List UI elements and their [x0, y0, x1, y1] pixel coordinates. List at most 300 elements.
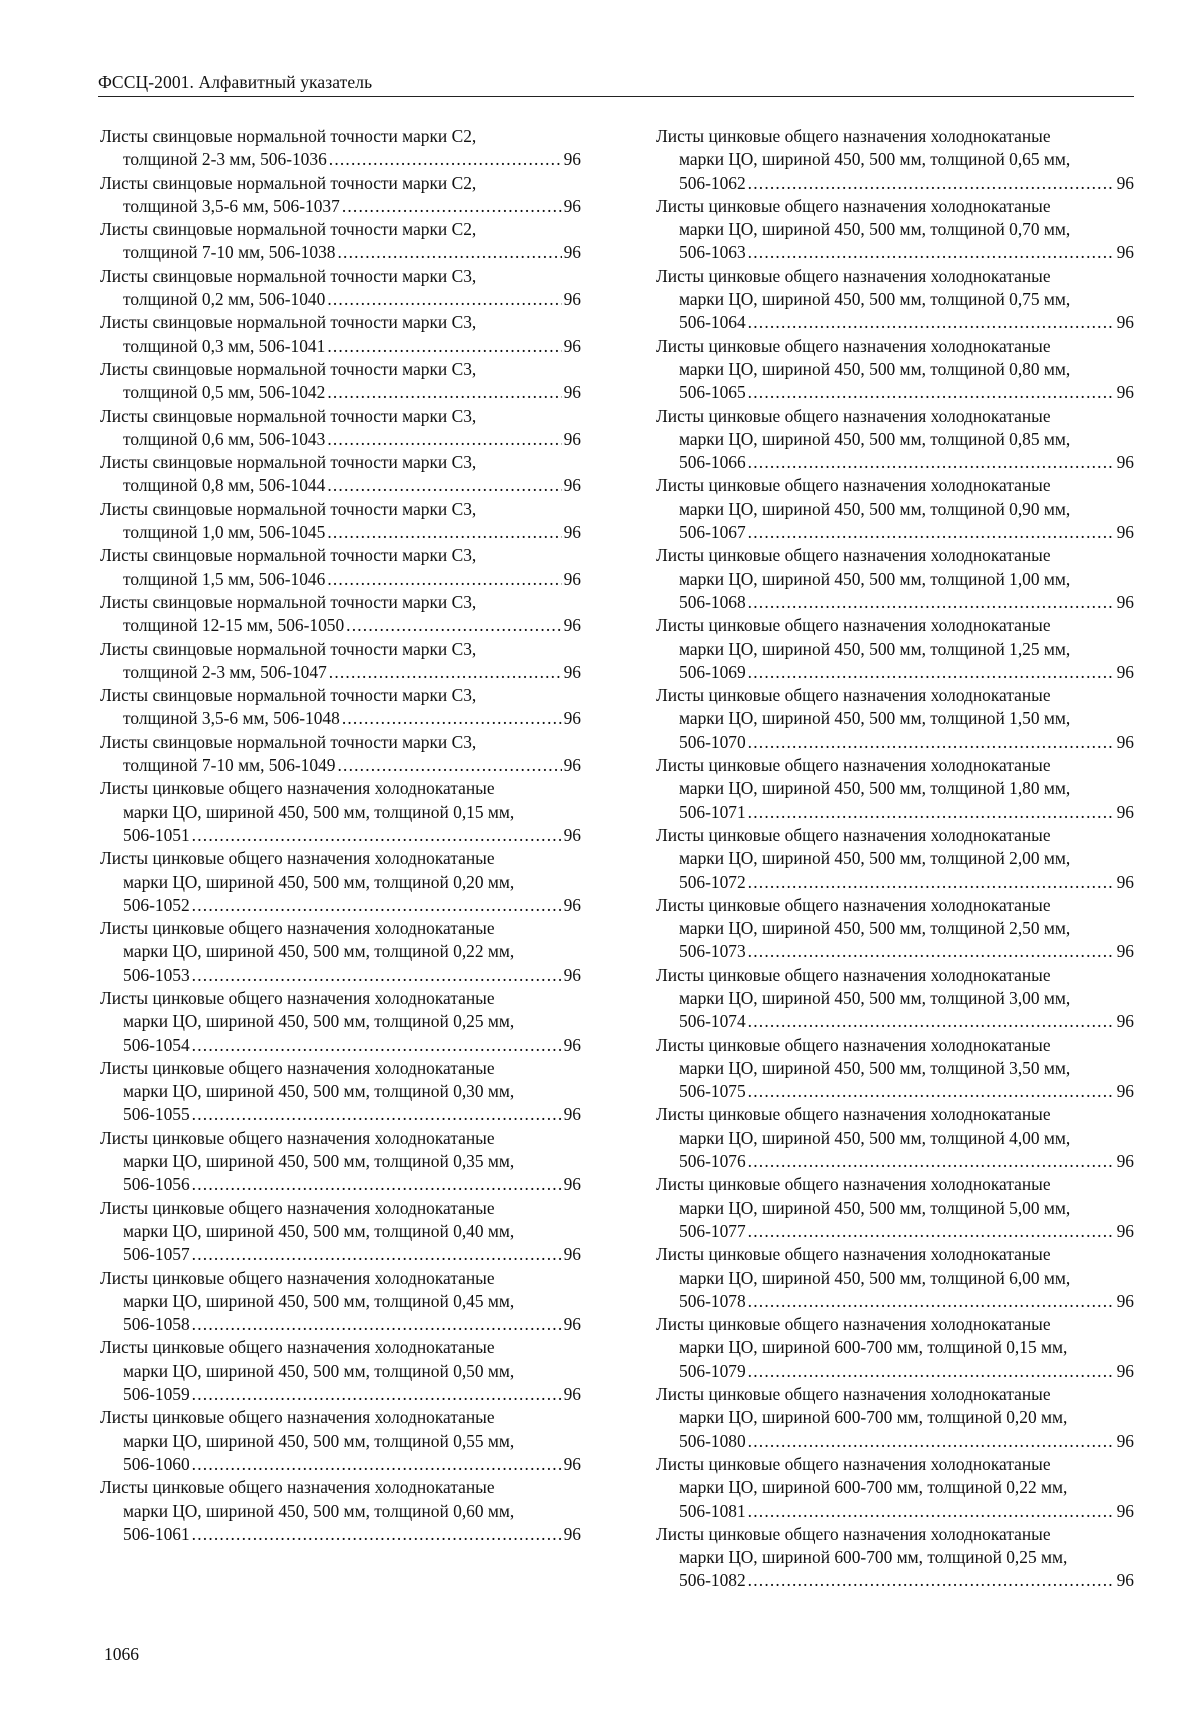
index-entry: [100, 405, 581, 452]
entry-title: Листы свинцовые нормальной точности марки С3,: [100, 405, 477, 426]
entry-code: толщиной 0,6 мм, 506-1043: [123, 428, 326, 449]
index-entry: [100, 731, 581, 778]
entry-title: Листы цинковые общего назначения холоднокатаные: [656, 1384, 1051, 1405]
entry-code: 506-1075: [679, 1081, 746, 1102]
entry-continuation: марки ЦО, шириной 450, 500 мм, толщиной 0,22 мм,: [123, 941, 515, 962]
dot-leader: [327, 474, 561, 497]
entry-title: Листы свинцовые нормальной точности марки С3,: [100, 265, 477, 286]
entry-title: Листы цинковые общего назначения холоднокатаные: [656, 475, 1051, 496]
entry-page-number: 96: [563, 1384, 581, 1405]
entry-last-line: [100, 894, 581, 917]
entry-last-line: [656, 1500, 1134, 1523]
entry-page-number: 96: [1116, 1500, 1134, 1521]
entry-title: Листы свинцовые нормальной точности марки С3,: [100, 591, 477, 612]
entry-page-number: 96: [563, 335, 581, 356]
entry-title: Листы цинковые общего назначения холоднокатаные: [100, 987, 495, 1008]
entry-continuation: марки ЦО, шириной 450, 500 мм, толщиной 0,15 мм,: [123, 801, 515, 822]
entry-last-line: [656, 381, 1134, 404]
entry-page-number: 96: [563, 964, 581, 985]
entry-continuation: марки ЦО, шириной 450, 500 мм, толщиной 0,45 мм,: [123, 1290, 515, 1311]
dot-leader: [748, 311, 1115, 334]
entry-continuation: марки ЦО, шириной 450, 500 мм, толщиной 0,20 мм,: [123, 871, 515, 892]
index-entry: [100, 1127, 581, 1197]
page-header: [98, 70, 1134, 97]
page-number: 1066: [104, 1644, 139, 1664]
entry-last-line: [100, 241, 581, 264]
index-entry: [100, 451, 581, 498]
entry-page-number: 96: [1116, 452, 1134, 473]
dot-leader: [327, 288, 561, 311]
entry-continuation: марки ЦО, шириной 450, 500 мм, толщиной 3,00 мм,: [679, 987, 1071, 1008]
entry-page-number: 96: [563, 195, 581, 216]
entry-code: толщиной 1,5 мм, 506-1046: [123, 568, 326, 589]
entry-last-line: [100, 661, 581, 684]
entry-continuation: марки ЦО, шириной 450, 500 мм, толщиной 0,70 мм,: [679, 219, 1071, 240]
entry-title: Листы цинковые общего назначения холоднокатаные: [656, 1523, 1051, 1544]
index-entry: [100, 987, 581, 1057]
entry-last-line: [100, 754, 581, 777]
entry-code: толщиной 2-3 мм, 506-1047: [123, 661, 327, 682]
dot-leader: [748, 451, 1115, 474]
dot-leader: [748, 381, 1115, 404]
entry-continuation: марки ЦО, шириной 450, 500 мм, толщиной 1,50 мм,: [679, 708, 1071, 729]
entry-page-number: 96: [1116, 172, 1134, 193]
entry-title: Листы цинковые общего назначения холоднокатаные: [656, 265, 1051, 286]
entry-title: Листы цинковые общего назначения холоднокатаные: [656, 1034, 1051, 1055]
dot-leader: [192, 1383, 562, 1406]
entry-last-line: [656, 591, 1134, 614]
entry-title: Листы цинковые общего назначения холоднокатаные: [656, 824, 1051, 845]
entry-title: Листы свинцовые нормальной точности марки С3,: [100, 452, 477, 473]
dot-leader: [748, 871, 1115, 894]
entry-title: Листы цинковые общего назначения холоднокатаные: [656, 615, 1051, 636]
index-entry: [100, 218, 581, 265]
entry-last-line: [100, 335, 581, 358]
entry-page-number: 96: [1116, 1360, 1134, 1381]
entry-code: толщиной 2-3 мм, 506-1036: [123, 149, 327, 170]
index-entry: [100, 638, 581, 685]
entry-page-number: 96: [563, 661, 581, 682]
entry-title: Листы цинковые общего назначения холоднокатаные: [656, 1453, 1051, 1474]
dot-leader: [748, 940, 1115, 963]
entry-code: толщиной 3,5-6 мм, 506-1048: [123, 708, 340, 729]
entry-title: Листы цинковые общего назначения холоднокатаные: [656, 335, 1051, 356]
entry-last-line: [656, 451, 1134, 474]
entry-last-line: [656, 1010, 1134, 1033]
entry-continuation: марки ЦО, шириной 450, 500 мм, толщиной 0,90 мм,: [679, 498, 1071, 519]
entry-title: Листы свинцовые нормальной точности марки С3,: [100, 685, 477, 706]
entry-page-number: 96: [1116, 1570, 1134, 1591]
entry-page-number: 96: [1116, 522, 1134, 543]
dot-leader: [748, 1360, 1115, 1383]
entry-page-number: 96: [563, 522, 581, 543]
entry-title: Листы цинковые общего назначения холоднокатаные: [656, 1314, 1051, 1335]
entry-last-line: [656, 1360, 1134, 1383]
entry-code: 506-1073: [679, 941, 746, 962]
entry-last-line: [100, 568, 581, 591]
entry-last-line: [656, 521, 1134, 544]
entry-continuation: марки ЦО, шириной 450, 500 мм, толщиной 1,25 мм,: [679, 638, 1071, 659]
entry-title: Листы цинковые общего назначения холоднокатаные: [100, 1477, 495, 1498]
entry-last-line: [100, 1523, 581, 1546]
index-entry: [100, 917, 581, 987]
entry-last-line: [656, 241, 1134, 264]
entry-page-number: 96: [1116, 941, 1134, 962]
entry-code: 506-1059: [123, 1384, 190, 1405]
entry-title: Листы свинцовые нормальной точности марки С3,: [100, 498, 477, 519]
dot-leader: [337, 754, 561, 777]
entry-last-line: [656, 1569, 1134, 1592]
entry-page-number: 96: [1116, 1011, 1134, 1032]
entry-code: 506-1070: [679, 731, 746, 752]
entry-title: Листы цинковые общего назначения холоднокатаные: [656, 894, 1051, 915]
entry-last-line: [100, 1034, 581, 1057]
entry-code: толщиной 0,3 мм, 506-1041: [123, 335, 326, 356]
entry-last-line: [656, 731, 1134, 754]
index-entry: [656, 894, 1134, 964]
entry-title: Листы цинковые общего назначения холоднокатаные: [100, 1337, 495, 1358]
entry-code: толщиной 0,5 мм, 506-1042: [123, 382, 326, 403]
dot-leader: [342, 195, 562, 218]
dot-leader: [337, 241, 561, 264]
entry-title: Листы цинковые общего назначения холоднокатаные: [100, 778, 495, 799]
entry-page-number: 96: [563, 1104, 581, 1125]
entry-continuation: марки ЦО, шириной 600-700 мм, толщиной 0,22 мм,: [679, 1477, 1068, 1498]
dot-leader: [748, 172, 1115, 195]
dot-leader: [327, 568, 561, 591]
entry-code: 506-1080: [679, 1430, 746, 1451]
entry-last-line: [100, 1383, 581, 1406]
index-entry: [100, 358, 581, 405]
entry-code: 506-1054: [123, 1034, 190, 1055]
header-title: ФССЦ-2001. Алфавитный указатель: [98, 72, 373, 92]
index-entry: [100, 1267, 581, 1337]
entry-page-number: 96: [1116, 1290, 1134, 1311]
entry-page-number: 96: [1116, 1081, 1134, 1102]
entry-page-number: 96: [563, 568, 581, 589]
entry-title: Листы свинцовые нормальной точности марки С2,: [100, 126, 477, 146]
dot-leader: [748, 1430, 1115, 1453]
dot-leader: [192, 1034, 562, 1057]
entry-code: 506-1061: [123, 1523, 190, 1544]
dot-leader: [192, 1173, 562, 1196]
entry-last-line: [100, 824, 581, 847]
entry-title: Листы цинковые общего назначения холоднокатаные: [100, 1057, 495, 1078]
dot-leader: [748, 1220, 1115, 1243]
entry-code: 506-1077: [679, 1220, 746, 1241]
entry-code: толщиной 12-15 мм, 506-1050: [123, 615, 345, 636]
entry-last-line: [100, 1173, 581, 1196]
index-entry: [656, 1523, 1134, 1593]
entry-continuation: марки ЦО, шириной 450, 500 мм, толщиной 0,35 мм,: [123, 1151, 515, 1172]
index-entry: [656, 1243, 1134, 1313]
entry-last-line: [100, 428, 581, 451]
dot-leader: [748, 1150, 1115, 1173]
entry-continuation: марки ЦО, шириной 450, 500 мм, толщиной 6,00 мм,: [679, 1267, 1071, 1288]
entry-continuation: марки ЦО, шириной 450, 500 мм, толщиной 0,75 мм,: [679, 289, 1071, 310]
entry-last-line: [656, 801, 1134, 824]
entry-page-number: 96: [1116, 1151, 1134, 1172]
entry-title: Листы свинцовые нормальной точности марки С3,: [100, 545, 477, 566]
entry-page-number: 96: [1116, 731, 1134, 752]
entry-code: толщиной 7-10 мм, 506-1038: [123, 242, 336, 263]
entry-page-number: 96: [563, 149, 581, 170]
entry-page-number: 96: [563, 382, 581, 403]
dot-leader: [748, 241, 1115, 264]
dot-leader: [192, 1453, 562, 1476]
index-entry: [100, 265, 581, 312]
entry-code: 506-1074: [679, 1011, 746, 1032]
dot-leader: [192, 894, 562, 917]
entry-page-number: 96: [1116, 1430, 1134, 1451]
entry-last-line: [100, 707, 581, 730]
entry-page-number: 96: [563, 1314, 581, 1335]
entry-title: Листы цинковые общего назначения холоднокатаные: [656, 545, 1051, 566]
dot-leader: [748, 661, 1115, 684]
index-entry: [656, 1453, 1134, 1523]
index-entry: [100, 847, 581, 917]
entry-code: 506-1056: [123, 1174, 190, 1195]
entry-title: Листы цинковые общего назначения холоднокатаные: [656, 195, 1051, 216]
dot-leader: [327, 381, 561, 404]
dot-leader: [748, 1010, 1115, 1033]
entry-continuation: марки ЦО, шириной 450, 500 мм, толщиной 0,30 мм,: [123, 1081, 515, 1102]
entry-title: Листы цинковые общего назначения холоднокатаные: [656, 685, 1051, 706]
dot-leader: [192, 1523, 562, 1546]
entry-code: 506-1068: [679, 591, 746, 612]
entry-code: толщиной 1,0 мм, 506-1045: [123, 522, 326, 543]
entry-last-line: [100, 1453, 581, 1476]
dot-leader: [748, 1500, 1115, 1523]
entry-continuation: марки ЦО, шириной 450, 500 мм, толщиной 0,85 мм,: [679, 428, 1071, 449]
entry-page-number: 96: [1116, 591, 1134, 612]
entry-title: Листы цинковые общего назначения холоднокатаные: [100, 1407, 495, 1428]
index-entry: [100, 125, 581, 172]
index-entry: [100, 684, 581, 731]
index-entry: [100, 1336, 581, 1406]
entry-page-number: 96: [563, 1174, 581, 1195]
entry-title: Листы цинковые общего назначения холоднокатаные: [656, 1104, 1051, 1125]
entry-last-line: [656, 871, 1134, 894]
entry-title: Листы свинцовые нормальной точности марки С2,: [100, 219, 477, 240]
entry-code: толщиной 3,5-6 мм, 506-1037: [123, 195, 340, 216]
entry-code: 506-1057: [123, 1244, 190, 1265]
entry-last-line: [100, 474, 581, 497]
dot-leader: [192, 964, 562, 987]
entry-code: 506-1071: [679, 801, 746, 822]
dot-leader: [329, 148, 562, 171]
entry-continuation: марки ЦО, шириной 450, 500 мм, толщиной 0,60 мм,: [123, 1500, 515, 1521]
dot-leader: [748, 731, 1115, 754]
dot-leader: [748, 1569, 1115, 1592]
entry-continuation: марки ЦО, шириной 600-700 мм, толщиной 0,25 мм,: [679, 1547, 1068, 1568]
index-entry: [100, 1197, 581, 1267]
entry-continuation: марки ЦО, шириной 450, 500 мм, толщиной 0,25 мм,: [123, 1011, 515, 1032]
dot-leader: [748, 591, 1115, 614]
entry-code: 506-1072: [679, 871, 746, 892]
entry-continuation: марки ЦО, шириной 450, 500 мм, толщиной 5,00 мм,: [679, 1197, 1071, 1218]
index-entry: [100, 1476, 581, 1546]
dot-leader: [192, 1313, 562, 1336]
index-entry: [100, 777, 581, 847]
entry-continuation: марки ЦО, шириной 450, 500 мм, толщиной 0,55 мм,: [123, 1430, 515, 1451]
entry-title: Листы свинцовые нормальной точности марки С3,: [100, 731, 477, 752]
index-entry: [100, 591, 581, 638]
index-entry: [656, 335, 1134, 405]
entry-title: Листы цинковые общего назначения холоднокатаные: [656, 964, 1051, 985]
dot-leader: [327, 521, 561, 544]
dot-leader: [748, 521, 1115, 544]
index-entry: [656, 684, 1134, 754]
entry-code: 506-1076: [679, 1151, 746, 1172]
entry-code: 506-1063: [679, 242, 746, 263]
dot-leader: [748, 801, 1115, 824]
entry-page-number: 96: [563, 289, 581, 310]
index-entry: [656, 195, 1134, 265]
dot-leader: [327, 428, 561, 451]
entry-last-line: [100, 614, 581, 637]
entry-last-line: [656, 661, 1134, 684]
dot-leader: [192, 1103, 562, 1126]
entry-title: Листы цинковые общего назначения холоднокатаные: [100, 1197, 495, 1218]
entry-continuation: марки ЦО, шириной 600-700 мм, толщиной 0,20 мм,: [679, 1407, 1068, 1428]
entry-last-line: [656, 1220, 1134, 1243]
entry-page-number: 96: [1116, 382, 1134, 403]
entry-page-number: 96: [1116, 661, 1134, 682]
entry-code: 506-1055: [123, 1104, 190, 1125]
entry-continuation: марки ЦО, шириной 450, 500 мм, толщиной 4,00 мм,: [679, 1127, 1071, 1148]
index-entry: [100, 1057, 581, 1127]
entry-code: 506-1058: [123, 1314, 190, 1335]
entry-page-number: 96: [563, 475, 581, 496]
index-entry: [100, 498, 581, 545]
entry-title: Листы цинковые общего назначения холоднокатаные: [656, 755, 1051, 776]
index-entry: [656, 1173, 1134, 1243]
entry-code: 506-1065: [679, 382, 746, 403]
entry-title: Листы цинковые общего назначения холоднокатаные: [656, 1174, 1051, 1195]
dot-leader: [342, 707, 562, 730]
entry-title: Листы свинцовые нормальной точности марки С3,: [100, 638, 477, 659]
index-entry: [656, 1103, 1134, 1173]
entry-code: толщиной 0,8 мм, 506-1044: [123, 475, 326, 496]
index-entry: [656, 544, 1134, 614]
index-entry: [656, 125, 1134, 195]
entry-code: 506-1066: [679, 452, 746, 473]
entry-code: 506-1081: [679, 1500, 746, 1521]
entry-title: Листы цинковые общего назначения холоднокатаные: [100, 918, 495, 939]
index-entry: [656, 614, 1134, 684]
entry-continuation: марки ЦО, шириной 450, 500 мм, толщиной 0,50 мм,: [123, 1360, 515, 1381]
entry-page-number: 96: [563, 1453, 581, 1474]
entry-page-number: 96: [1116, 1220, 1134, 1241]
entry-page-number: 96: [563, 1523, 581, 1544]
index-entry: [656, 824, 1134, 894]
entry-last-line: [656, 172, 1134, 195]
entry-page-number: 96: [1116, 312, 1134, 333]
entry-last-line: [656, 940, 1134, 963]
entry-last-line: [100, 1313, 581, 1336]
entry-continuation: марки ЦО, шириной 450, 500 мм, толщиной 0,40 мм,: [123, 1220, 515, 1241]
entry-last-line: [100, 195, 581, 218]
dot-leader: [192, 1243, 562, 1266]
entry-page-number: 96: [563, 755, 581, 776]
index-entry: [100, 172, 581, 219]
entry-continuation: марки ЦО, шириной 450, 500 мм, толщиной 3,50 мм,: [679, 1057, 1071, 1078]
entry-page-number: 96: [563, 1034, 581, 1055]
entry-code: 506-1082: [679, 1570, 746, 1591]
entry-last-line: [656, 1430, 1134, 1453]
entry-last-line: [100, 381, 581, 404]
entry-title: Листы цинковые общего назначения холоднокатаные: [656, 405, 1051, 426]
entry-code: 506-1067: [679, 522, 746, 543]
entry-page-number: 96: [563, 824, 581, 845]
entry-code: толщиной 7-10 мм, 506-1049: [123, 755, 336, 776]
entry-page-number: 96: [563, 1244, 581, 1265]
entry-code: 506-1051: [123, 824, 190, 845]
dot-leader: [346, 614, 561, 637]
entry-page-number: 96: [563, 708, 581, 729]
entry-continuation: марки ЦО, шириной 450, 500 мм, толщиной 2,50 мм,: [679, 918, 1071, 939]
entry-continuation: марки ЦО, шириной 450, 500 мм, толщиной 1,80 мм,: [679, 778, 1071, 799]
entry-page-number: 96: [563, 615, 581, 636]
index-entry: [656, 1034, 1134, 1104]
entry-page-number: 96: [1116, 801, 1134, 822]
entry-continuation: марки ЦО, шириной 600-700 мм, толщиной 0,15 мм,: [679, 1337, 1068, 1358]
dot-leader: [192, 824, 562, 847]
entry-code: 506-1053: [123, 964, 190, 985]
entry-code: 506-1079: [679, 1360, 746, 1381]
entry-last-line: [100, 1243, 581, 1266]
dot-leader: [327, 335, 561, 358]
entry-continuation: марки ЦО, шириной 450, 500 мм, толщиной 0,80 мм,: [679, 358, 1071, 379]
entry-last-line: [656, 1290, 1134, 1313]
entry-title: Листы цинковые общего назначения холоднокатаные: [100, 1127, 495, 1148]
index-entry: [656, 474, 1134, 544]
entry-last-line: [100, 964, 581, 987]
entry-title: Листы цинковые общего назначения холоднокатаные: [100, 1267, 495, 1288]
dot-leader: [748, 1290, 1115, 1313]
entry-last-line: [100, 148, 581, 171]
entry-code: 506-1064: [679, 312, 746, 333]
entry-code: 506-1069: [679, 661, 746, 682]
index-entry: [656, 964, 1134, 1034]
entry-last-line: [100, 521, 581, 544]
dot-leader: [748, 1080, 1115, 1103]
index-entry: [656, 405, 1134, 475]
entry-title: Листы цинковые общего назначения холоднокатаные: [656, 1244, 1051, 1265]
entry-code: 506-1060: [123, 1453, 190, 1474]
entry-title: Листы свинцовые нормальной точности марки С2,: [100, 172, 477, 193]
entry-code: 506-1078: [679, 1290, 746, 1311]
entry-title: Листы цинковые общего назначения холоднокатаные: [100, 848, 495, 869]
entry-last-line: [656, 1080, 1134, 1103]
entry-page-number: 96: [1116, 242, 1134, 263]
entry-last-line: [100, 1103, 581, 1126]
entry-continuation: марки ЦО, шириной 450, 500 мм, толщиной 1,00 мм,: [679, 568, 1071, 589]
entry-title: Листы цинковые общего назначения холоднокатаные: [656, 126, 1051, 146]
dot-leader: [329, 661, 562, 684]
entry-page-number: 96: [1116, 871, 1134, 892]
entry-continuation: марки ЦО, шириной 450, 500 мм, толщиной 2,00 мм,: [679, 848, 1071, 869]
index-entry: [656, 1383, 1134, 1453]
index-entry: [100, 1406, 581, 1476]
entry-page-number: 96: [563, 894, 581, 915]
index-entry: [656, 1313, 1134, 1383]
entry-last-line: [656, 311, 1134, 334]
entry-title: Листы свинцовые нормальной точности марки С3,: [100, 358, 477, 379]
index-column-right: [656, 125, 1134, 1593]
entry-continuation: марки ЦО, шириной 450, 500 мм, толщиной 0,65 мм,: [679, 149, 1071, 170]
